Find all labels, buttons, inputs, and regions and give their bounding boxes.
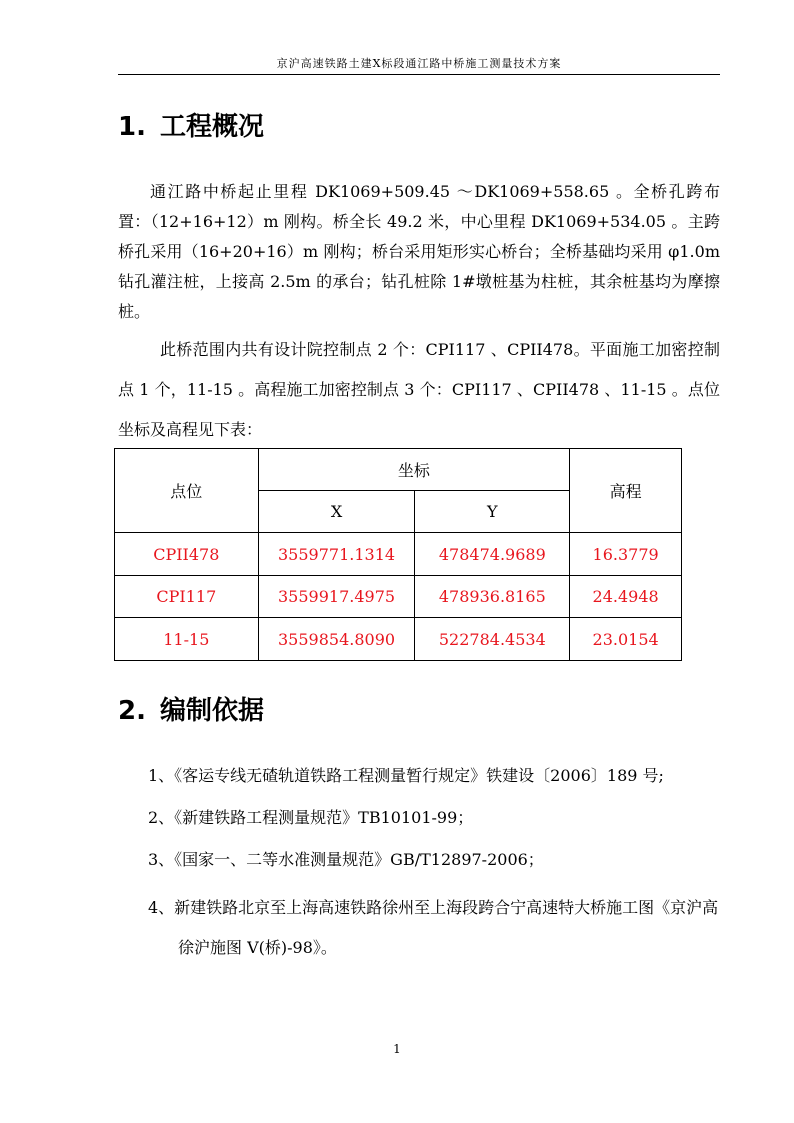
table-row (115, 618, 682, 661)
cell-x: 3559917.4975 (258, 576, 415, 618)
cell-y: 478474.9689 (415, 533, 570, 576)
header-point: 点位 (115, 449, 259, 533)
overview-paragraph: 通江路中桥起止里程 DK1069+509.45 ～DK1069+558.65 。全桥孔跨布置：（12+16+12）m 刚构。桥全长 49.2 米，中心里程 DK1069+534.05 。主跨桥孔采用（16+20+16）m 刚构；桥台采用矩形实心桥台；全桥基础均采用 φ1.0m 钻孔灌注桩，上接高 2.5m 的承台；钻孔桩除 1#墩桩基为柱桩，其余桩基均为摩擦桩。 (118, 182, 720, 321)
section-1-number: 1. (118, 112, 146, 142)
table-row (115, 576, 682, 618)
section-2-number: 2. (118, 696, 146, 726)
header-x: X (258, 491, 415, 533)
coordinates-table (114, 448, 682, 661)
page-header: 京沪高速铁路土建X标段通江路中桥施工测量技术方案 (118, 54, 720, 75)
section-1-title: 工程概况 (159, 112, 264, 142)
section-2-title: 编制依据 (159, 696, 264, 726)
header-y: Y (415, 491, 570, 533)
control-points-paragraph: 此桥范围内共有设计院控制点 2 个：CPI117 、CPII478。平面施工加密控制点 1 个，11-15 。高程施工加密控制点 3 个：CPI117 、CPII478 、11-15 。点位坐标及高程见下表： (118, 340, 720, 439)
header-elevation: 高程 (570, 449, 682, 533)
cell-point: 11-15 (115, 618, 259, 661)
cell-y: 478936.8165 (415, 576, 570, 618)
cell-y: 522784.4534 (415, 618, 570, 661)
section-1-heading (118, 106, 264, 143)
page-number: 1 (393, 1042, 401, 1056)
reference-item: 2、《新建铁路工程测量规范》TB10101-99； (148, 808, 474, 827)
cell-point: CPI117 (115, 576, 259, 618)
cell-elevation: 23.0154 (570, 618, 682, 661)
reference-item: 1、《客运专线无碴轨道铁路工程测量暂行规定》铁建设〔2006〕189 号; (148, 766, 664, 785)
header-coordinate: 坐标 (258, 449, 570, 491)
cell-x: 3559854.8090 (258, 618, 415, 661)
cell-elevation: 16.3779 (570, 533, 682, 576)
cell-x: 3559771.1314 (258, 533, 415, 576)
cell-point: CPII478 (115, 533, 259, 576)
section-2-heading (118, 690, 264, 727)
reference-item: 3、《国家一、二等水准测量规范》GB/T12897-2006； (148, 850, 544, 869)
cell-elevation: 24.4948 (570, 576, 682, 618)
reference-item: 4、新建铁路北京至上海高速铁路徐州至上海段跨合宁高速特大桥施工图《京沪高徐沪施图 V(桥)-98》。 (148, 898, 719, 957)
table-row (115, 533, 682, 576)
